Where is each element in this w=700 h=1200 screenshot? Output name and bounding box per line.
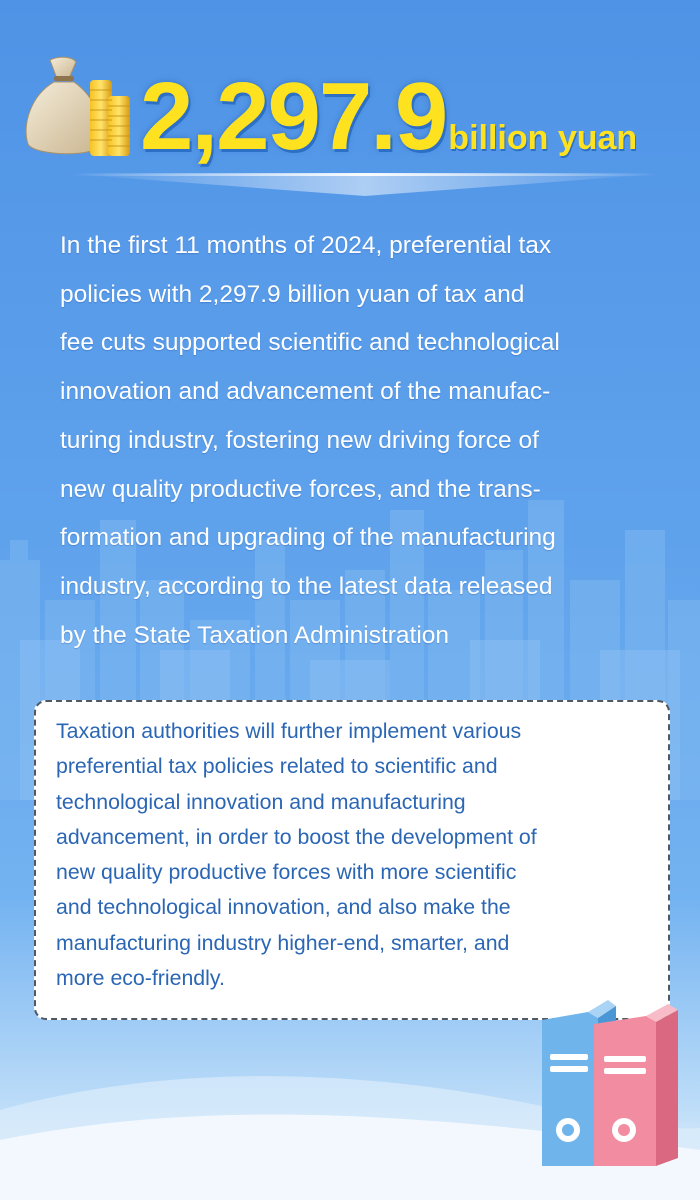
intro-paragraph: In the first 11 months of 2024, preferential tax policies with 2,297.9 billion yuan of tax and fee cuts supported scientific and technological innovation and advancement of the manufac- turing industry, fostering new driving force of new quality productive forces, and the trans- formation and upgrading of the manufacturing industry, according to the latest data released by the State Taxation Administration	[60, 232, 560, 649]
headline	[140, 62, 637, 172]
note-card	[34, 700, 670, 1020]
binders-icon	[528, 990, 688, 1170]
headline-divider	[70, 172, 660, 198]
gold-coins-icon	[90, 80, 130, 156]
money-bag-icon	[20, 56, 132, 160]
note-text: Taxation authorities will further implement various preferential tax policies related to scientific and technological innovation and manufacturing advancement, in order to boost the development of new quality productive forces with more scientific and technological innovation, and also make the manufacturing industry higher-end, smarter, and more eco-friendly.	[56, 719, 537, 991]
headline-amount: 2,297.9	[140, 63, 447, 170]
headline-unit: billion yuan	[448, 119, 638, 157]
